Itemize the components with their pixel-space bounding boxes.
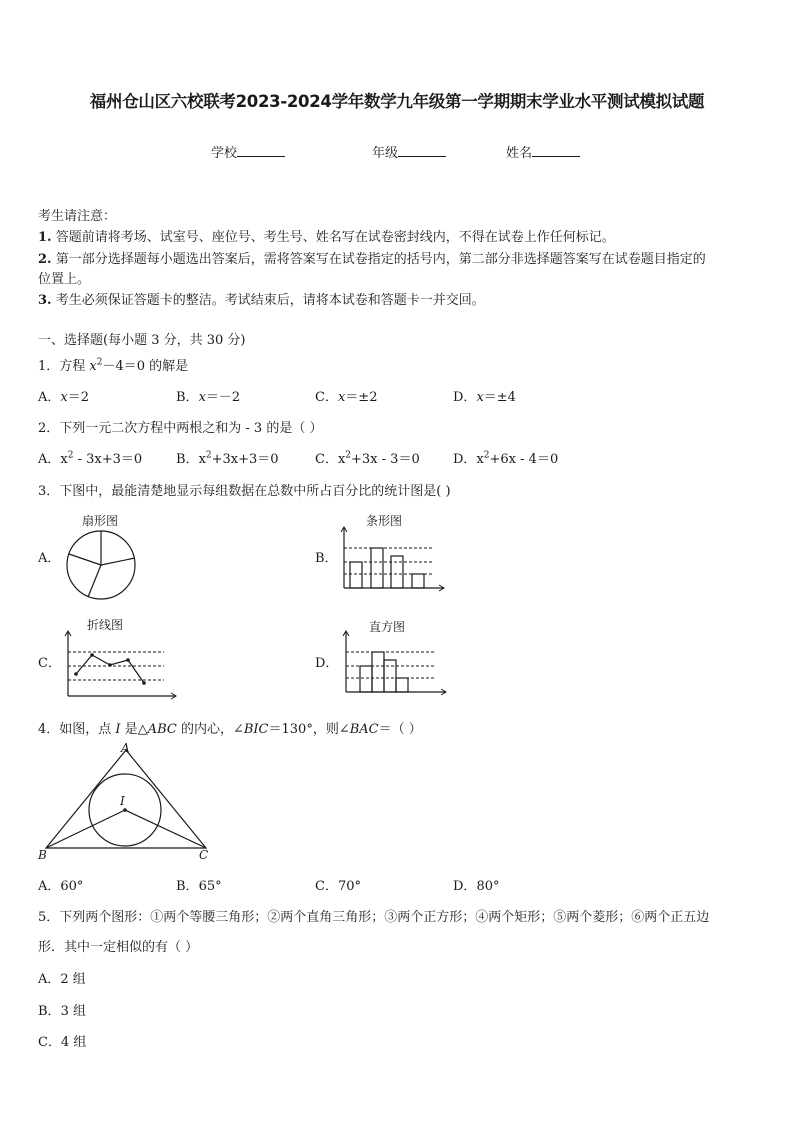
notice-num: 1. — [38, 230, 52, 245]
question-5-stem-cont: 形．其中一定相似的有（ ） — [38, 940, 199, 955]
q2-option-a[interactable] — [38, 448, 142, 467]
option-label: B． — [176, 452, 199, 467]
math-var: x — [337, 390, 346, 405]
bar-chart-title: 条形图 — [366, 514, 403, 528]
math-sup: 2 — [483, 450, 490, 461]
stem-text: 1．方程 — [38, 359, 90, 374]
histogram-bar — [372, 652, 384, 692]
bar — [391, 556, 403, 588]
grade-blank[interactable] — [398, 144, 446, 157]
vertex-label-c: C — [199, 848, 209, 862]
option-label: C． — [315, 879, 338, 894]
math-expr: ∠BIC — [232, 722, 269, 737]
option-label: B． — [176, 879, 199, 894]
option-text: ＝－2 — [205, 390, 241, 405]
segment-bi — [46, 810, 125, 848]
data-point — [126, 658, 130, 662]
option-label: A． — [38, 879, 61, 894]
question-4-stem — [38, 718, 422, 737]
math-sup: 2 — [205, 450, 212, 461]
option-text: +6x - 4＝0 — [489, 452, 559, 467]
math-sup: 2 — [67, 450, 74, 461]
vertex-label-a: A — [121, 741, 130, 755]
stem-text: ＝130°，则 — [268, 722, 339, 737]
line-chart-figure[interactable] — [62, 630, 180, 700]
q3-option-b-label[interactable]: B． — [315, 551, 338, 566]
option-text: ＝2 — [67, 390, 90, 405]
pie-slice-edge — [69, 554, 101, 565]
math-var: x — [198, 390, 206, 405]
option-label: C． — [315, 390, 338, 405]
notice-item-1 — [38, 226, 615, 245]
pie-chart-figure[interactable] — [64, 528, 138, 602]
question-3-stem: 3．下图中，最能清楚地显示每组数据在总数中所占百分比的统计图是( ) — [38, 484, 451, 499]
option-label: A． — [38, 972, 61, 987]
option-text: 65° — [198, 879, 222, 894]
data-point — [142, 681, 146, 685]
pie-chart-title: 扇形图 — [82, 514, 119, 528]
grade-label: 年级 — [372, 146, 399, 161]
school-blank[interactable] — [237, 144, 285, 157]
histogram-bar — [360, 666, 372, 692]
option-label: C． — [315, 452, 338, 467]
math-var: x — [476, 390, 484, 405]
stem-text: 的内心， — [176, 722, 233, 737]
notice-item-3 — [38, 289, 485, 308]
math-var: x — [89, 359, 97, 374]
data-line — [76, 655, 144, 683]
option-text: ＝±2 — [345, 390, 378, 405]
math-var: x — [476, 452, 484, 467]
math-expr: △ABC — [137, 722, 177, 737]
bar — [350, 562, 362, 588]
option-label: A． — [38, 452, 61, 467]
option-label: B． — [38, 1004, 61, 1019]
math-sup: 2 — [345, 450, 352, 461]
name-field[interactable] — [506, 142, 580, 161]
q1-option-b[interactable] — [176, 386, 240, 405]
q4-option-c[interactable] — [315, 875, 361, 894]
bar — [412, 574, 424, 588]
option-label: A． — [38, 390, 61, 405]
question-1-stem — [38, 355, 188, 374]
line-chart-title: 折线图 — [87, 618, 124, 632]
pie-slice-edge — [101, 558, 135, 565]
question-5-stem: 5．下列两个图形：①两个等腰三角形；②两个直角三角形；③两个正方形；④两个矩形；⑤两个菱形；⑥两个正五边 — [38, 910, 710, 925]
q5-option-c[interactable] — [38, 1031, 86, 1050]
data-point — [108, 663, 112, 667]
q2-option-c[interactable] — [315, 448, 420, 467]
notice-num: 2. — [38, 252, 52, 267]
q3-option-d-label[interactable]: D． — [315, 656, 339, 671]
name-label: 姓名 — [506, 146, 533, 161]
math-sup: 2 — [96, 357, 103, 368]
math-expr: ∠BAC — [338, 722, 379, 737]
notice-text: 第一部分选择题每小题选出答案后，需将答案写在试卷指定的括号内，第二部分非选择题答案写在试卷题目指定的 — [55, 252, 706, 267]
option-text: +3x+3＝0 — [211, 452, 279, 467]
option-text: 4 组 — [60, 1035, 87, 1050]
option-label: D． — [453, 390, 477, 405]
option-label: D． — [453, 879, 477, 894]
histogram-title: 直方图 — [369, 620, 406, 634]
notice-num: 3. — [38, 293, 52, 308]
q2-option-b[interactable] — [176, 448, 279, 467]
notice-item-2 — [38, 248, 706, 267]
grade-field[interactable] — [372, 142, 446, 161]
vertex-label-b: B — [38, 848, 47, 862]
histogram-figure[interactable] — [340, 630, 450, 696]
section-heading: 一、选择题(每小题 3 分，共 30 分) — [38, 333, 246, 348]
data-point — [74, 672, 78, 676]
point-label-i: I — [120, 794, 125, 808]
q1-option-a[interactable] — [38, 386, 89, 405]
math-var: x — [198, 452, 206, 467]
option-text: 80° — [476, 879, 500, 894]
math-var: x — [60, 452, 68, 467]
question-2-stem: 2．下列一元二次方程中两根之和为 - 3 的是（ ） — [38, 421, 323, 436]
math-var: x — [60, 390, 68, 405]
option-text: 60° — [60, 879, 84, 894]
q4-option-d[interactable] — [453, 875, 499, 894]
histogram-bar — [384, 660, 396, 692]
stem-text: 4．如图，点 — [38, 722, 116, 737]
q1-option-c[interactable] — [315, 386, 377, 405]
option-text: 70° — [337, 879, 361, 894]
option-label: D． — [453, 452, 477, 467]
school-field[interactable] — [211, 142, 285, 161]
notice-heading: 考生请注意： — [38, 209, 117, 224]
incenter-point — [123, 808, 127, 812]
stem-text: 是 — [120, 722, 138, 737]
q4-option-b[interactable] — [176, 875, 222, 894]
q1-option-d[interactable] — [453, 386, 516, 405]
bar — [371, 548, 383, 588]
option-text: +3x - 3＝0 — [351, 452, 420, 467]
q3-option-a-label[interactable]: A． — [38, 551, 61, 566]
bar-chart-figure[interactable] — [338, 526, 448, 592]
data-point — [90, 653, 94, 657]
math-var: x — [337, 452, 346, 467]
incircle-figure — [36, 740, 216, 864]
q2-option-d[interactable] — [453, 448, 558, 467]
stem-text: ＝（ ） — [378, 722, 422, 737]
option-text: ＝±4 — [483, 390, 516, 405]
option-text: 3 组 — [60, 1004, 86, 1019]
page-title: 福州仓山区六校联考2023-2024学年数学九年级第一学期期末学业水平测试模拟试题 — [89, 92, 705, 111]
option-text: 2 组 — [60, 972, 86, 987]
option-label: B． — [176, 390, 199, 405]
notice-text: 答题前请将考场、试室号、座位号、考生号、姓名写在试卷密封线内，不得在试卷上作任何标记。 — [55, 230, 615, 245]
option-label: C． — [38, 1035, 61, 1050]
pie-slice-edge — [88, 565, 101, 597]
notice-text: 考生必须保证答题卡的整洁。考试结束后，请将本试卷和答题卡一并交回。 — [55, 293, 485, 308]
option-text: - 3x+3＝0 — [73, 452, 143, 467]
stem-text: －4＝0 的解是 — [102, 359, 189, 374]
q4-option-a[interactable] — [38, 875, 83, 894]
histogram-bar — [396, 678, 408, 692]
school-label: 学校 — [211, 146, 238, 161]
triangle-abc — [46, 750, 206, 848]
q5-option-a[interactable] — [38, 968, 86, 987]
q3-option-c-label[interactable]: C． — [38, 656, 61, 671]
math-var: I — [115, 722, 121, 737]
name-blank[interactable] — [532, 144, 580, 157]
notice-item-2-cont: 位置上。 — [38, 272, 91, 287]
q5-option-b[interactable] — [38, 1000, 86, 1019]
segment-ci — [125, 810, 206, 848]
